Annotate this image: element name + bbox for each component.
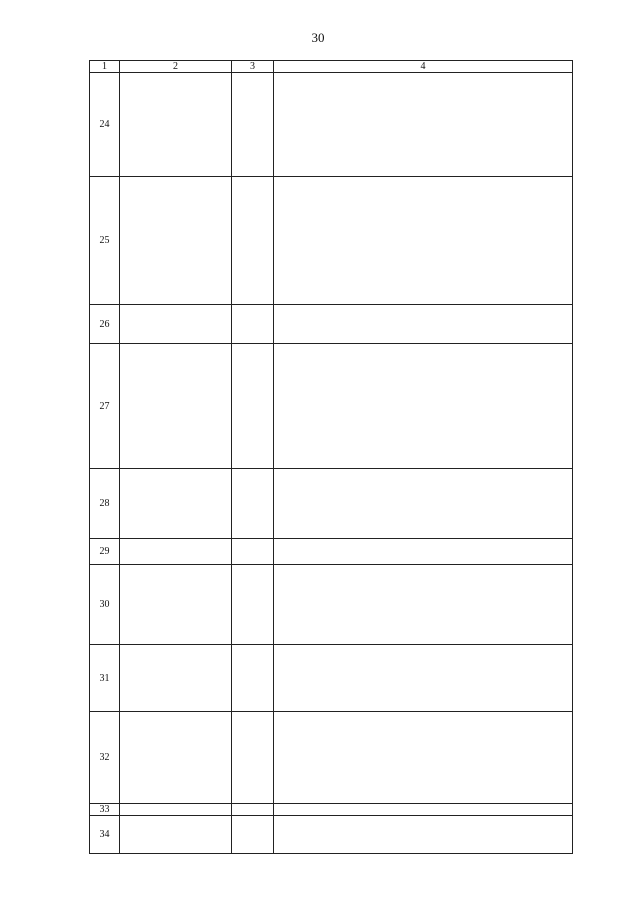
use-name (120, 816, 232, 854)
table-row (90, 177, 573, 305)
row-number: 32 (90, 712, 120, 804)
use-code (232, 73, 274, 177)
row-number: 29 (90, 539, 120, 565)
use-description (274, 73, 573, 177)
header-cell: 1 (90, 61, 120, 73)
use-name (120, 177, 232, 305)
use-name (120, 305, 232, 344)
table-header-row (90, 61, 573, 73)
use-name (120, 469, 232, 539)
use-name (120, 804, 232, 816)
row-number: 26 (90, 305, 120, 344)
use-code (232, 804, 274, 816)
header-cell: 2 (120, 61, 232, 73)
row-number: 30 (90, 565, 120, 645)
table-row (90, 469, 573, 539)
use-description (274, 816, 573, 854)
table-row (90, 645, 573, 712)
use-description (274, 344, 573, 469)
use-code (232, 539, 274, 565)
use-description (274, 712, 573, 804)
use-code (232, 469, 274, 539)
table-row (90, 712, 573, 804)
table-row (90, 344, 573, 469)
use-code (232, 816, 274, 854)
use-code (232, 344, 274, 469)
use-code (232, 565, 274, 645)
use-description (274, 539, 573, 565)
row-number: 34 (90, 816, 120, 854)
use-name (120, 645, 232, 712)
header-cell: 3 (232, 61, 274, 73)
use-description (274, 177, 573, 305)
use-description (274, 645, 573, 712)
land-use-table (89, 60, 573, 854)
table-row (90, 539, 573, 565)
use-name (120, 712, 232, 804)
use-name (120, 539, 232, 565)
table-row (90, 816, 573, 854)
use-code (232, 305, 274, 344)
table-row (90, 565, 573, 645)
row-number: 28 (90, 469, 120, 539)
use-name (120, 73, 232, 177)
use-name (120, 565, 232, 645)
table-row (90, 804, 573, 816)
row-number: 27 (90, 344, 120, 469)
use-code (232, 645, 274, 712)
table-row (90, 305, 573, 344)
use-code (232, 177, 274, 305)
use-description (274, 305, 573, 344)
use-description (274, 804, 573, 816)
page-number: 30 (311, 30, 325, 45)
table-row (90, 73, 573, 177)
row-number: 31 (90, 645, 120, 712)
row-number: 33 (90, 804, 120, 816)
use-description (274, 469, 573, 539)
row-number: 25 (90, 177, 120, 305)
use-code (232, 712, 274, 804)
use-name (120, 344, 232, 469)
header-cell: 4 (274, 61, 573, 73)
row-number: 24 (90, 73, 120, 177)
use-description (274, 565, 573, 645)
